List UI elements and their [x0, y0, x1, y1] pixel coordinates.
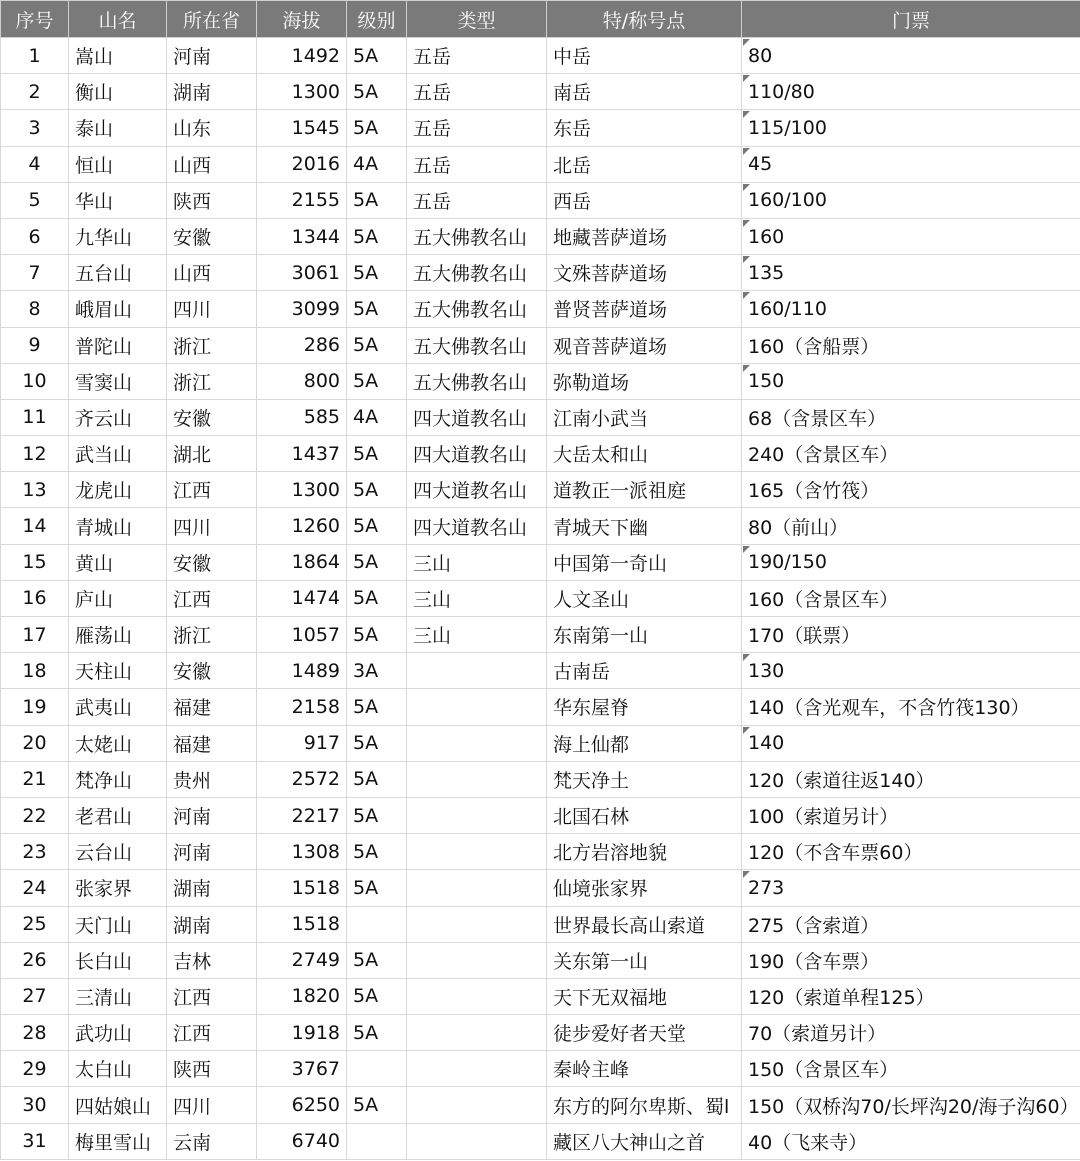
cell-ticket[interactable]: 120（不含车票60）	[742, 834, 1080, 870]
cell-level[interactable]	[347, 1051, 407, 1087]
cell-province[interactable]: 安徽	[167, 544, 257, 580]
cell-altitude[interactable]: 1492	[257, 38, 347, 74]
cell-ticket[interactable]: 130	[742, 653, 1080, 689]
table-row	[1, 74, 1080, 110]
table-row	[1, 870, 1080, 906]
cell-feature[interactable]: 华东屋脊	[547, 689, 742, 725]
cell-feature[interactable]: 中国第一奇山	[547, 544, 742, 580]
cell-feature[interactable]: 弥勒道场	[547, 363, 742, 399]
cell-no[interactable]: 25	[1, 906, 69, 942]
cell-type[interactable]	[407, 834, 547, 870]
cell-name[interactable]: 四姑娘山	[69, 1087, 167, 1123]
cell-level[interactable]: 5A	[347, 255, 407, 291]
cell-level[interactable]: 5A	[347, 182, 407, 218]
cell-ticket[interactable]: 45	[742, 146, 1080, 182]
cell-name[interactable]: 老君山	[69, 797, 167, 833]
cell-level[interactable]: 5A	[347, 508, 407, 544]
cell-altitude[interactable]: 1260	[257, 508, 347, 544]
cell-altitude[interactable]: 6740	[257, 1123, 347, 1159]
cell-no[interactable]: 29	[1, 1051, 69, 1087]
cell-name[interactable]: 普陀山	[69, 327, 167, 363]
cell-level[interactable]: 5A	[347, 110, 407, 146]
cell-no[interactable]: 28	[1, 1015, 69, 1051]
cell-no[interactable]: 24	[1, 870, 69, 906]
cell-province[interactable]: 陕西	[167, 1051, 257, 1087]
cell-type[interactable]	[407, 1051, 547, 1087]
cell-province[interactable]: 安徽	[167, 218, 257, 254]
cell-ticket[interactable]: 110/80	[742, 74, 1080, 110]
cell-level[interactable]: 5A	[347, 327, 407, 363]
cell-feature[interactable]: 徒步爱好者天堂	[547, 1015, 742, 1051]
cell-no[interactable]: 20	[1, 725, 69, 761]
cell-ticket[interactable]: 40（飞来寺）	[742, 1123, 1080, 1159]
cell-type[interactable]: 五大佛教名山	[407, 327, 547, 363]
cell-province[interactable]: 河南	[167, 38, 257, 74]
cell-ticket[interactable]: 70（索道另计）	[742, 1015, 1080, 1051]
cell-feature[interactable]: 关东第一山	[547, 942, 742, 978]
cell-type[interactable]: 三山	[407, 617, 547, 653]
cell-level[interactable]: 5A	[347, 725, 407, 761]
cell-name[interactable]: 武功山	[69, 1015, 167, 1051]
cell-no[interactable]: 30	[1, 1087, 69, 1123]
cell-altitude[interactable]: 2016	[257, 146, 347, 182]
cell-altitude[interactable]: 1344	[257, 218, 347, 254]
cell-province[interactable]: 福建	[167, 689, 257, 725]
cell-no[interactable]: 4	[1, 146, 69, 182]
cell-name[interactable]: 梵净山	[69, 761, 167, 797]
cell-type[interactable]: 三山	[407, 580, 547, 616]
cell-no[interactable]: 15	[1, 544, 69, 580]
table-row	[1, 834, 1080, 870]
cell-feature[interactable]: 北方岩溶地貌	[547, 834, 742, 870]
cell-level[interactable]: 5A	[347, 1087, 407, 1123]
cell-no[interactable]: 5	[1, 182, 69, 218]
header-no[interactable]: 序号	[1, 1, 69, 38]
table-row	[1, 761, 1080, 797]
table-row	[1, 291, 1080, 327]
cell-ticket[interactable]: 140（含光观车，不含竹筏130）	[742, 689, 1080, 725]
cell-type[interactable]	[407, 653, 547, 689]
cell-name[interactable]: 恒山	[69, 146, 167, 182]
cell-type[interactable]	[407, 797, 547, 833]
cell-feature[interactable]: 世界最长高山索道	[547, 906, 742, 942]
cell-level[interactable]: 5A	[347, 942, 407, 978]
cell-feature[interactable]: 东岳	[547, 110, 742, 146]
cell-province[interactable]: 河南	[167, 834, 257, 870]
cell-altitude[interactable]: 585	[257, 399, 347, 435]
cell-no[interactable]: 7	[1, 255, 69, 291]
header-feature[interactable]: 特/称号点	[547, 1, 742, 38]
table-row	[1, 797, 1080, 833]
cell-ticket[interactable]: 160	[742, 218, 1080, 254]
cell-altitude[interactable]: 1474	[257, 580, 347, 616]
table-body	[1, 38, 1080, 1160]
cell-altitude[interactable]: 2158	[257, 689, 347, 725]
cell-name[interactable]: 雪窦山	[69, 363, 167, 399]
cell-altitude[interactable]: 2749	[257, 942, 347, 978]
table-row	[1, 1087, 1080, 1123]
table-row	[1, 725, 1080, 761]
cell-name[interactable]: 三清山	[69, 978, 167, 1014]
cell-level[interactable]: 3A	[347, 653, 407, 689]
cell-province[interactable]: 湖南	[167, 906, 257, 942]
cell-name[interactable]: 武夷山	[69, 689, 167, 725]
cell-province[interactable]: 山西	[167, 255, 257, 291]
cell-ticket[interactable]: 150（双桥沟70/长坪沟20/海子沟60）	[742, 1087, 1080, 1123]
cell-level[interactable]: 5A	[347, 544, 407, 580]
cell-name[interactable]: 龙虎山	[69, 472, 167, 508]
cell-level[interactable]: 5A	[347, 580, 407, 616]
cell-province[interactable]: 贵州	[167, 761, 257, 797]
cell-name[interactable]: 天门山	[69, 906, 167, 942]
table-row	[1, 978, 1080, 1014]
cell-no[interactable]: 16	[1, 580, 69, 616]
cell-no[interactable]: 13	[1, 472, 69, 508]
cell-type[interactable]: 五大佛教名山	[407, 255, 547, 291]
cell-type[interactable]	[407, 1087, 547, 1123]
cell-ticket[interactable]: 190（含车票）	[742, 942, 1080, 978]
table-row	[1, 363, 1080, 399]
cell-no[interactable]: 2	[1, 74, 69, 110]
cell-ticket[interactable]: 140	[742, 725, 1080, 761]
cell-no[interactable]: 23	[1, 834, 69, 870]
table-row	[1, 1015, 1080, 1051]
cell-ticket[interactable]: 160（含船票）	[742, 327, 1080, 363]
cell-altitude[interactable]: 1518	[257, 870, 347, 906]
table-row	[1, 146, 1080, 182]
table-row	[1, 906, 1080, 942]
cell-name[interactable]: 华山	[69, 182, 167, 218]
table-row	[1, 942, 1080, 978]
cell-province[interactable]: 江西	[167, 1015, 257, 1051]
cell-no[interactable]: 26	[1, 942, 69, 978]
cell-altitude[interactable]: 1820	[257, 978, 347, 1014]
cell-province[interactable]: 四川	[167, 1087, 257, 1123]
cell-ticket[interactable]: 120（索道往返140）	[742, 761, 1080, 797]
cell-province[interactable]: 湖南	[167, 74, 257, 110]
cell-altitude[interactable]: 6250	[257, 1087, 347, 1123]
cell-no[interactable]: 19	[1, 689, 69, 725]
cell-feature[interactable]: 藏区八大神山之首	[547, 1123, 742, 1159]
table-row	[1, 689, 1080, 725]
cell-type[interactable]: 四大道教名山	[407, 399, 547, 435]
cell-altitude[interactable]: 1518	[257, 906, 347, 942]
table-row	[1, 436, 1080, 472]
cell-no[interactable]: 31	[1, 1123, 69, 1159]
cell-province[interactable]: 江西	[167, 580, 257, 616]
cell-altitude[interactable]: 1918	[257, 1015, 347, 1051]
cell-name[interactable]: 云台山	[69, 834, 167, 870]
cell-altitude[interactable]: 1864	[257, 544, 347, 580]
cell-no[interactable]: 6	[1, 218, 69, 254]
cell-name[interactable]: 黄山	[69, 544, 167, 580]
table-row	[1, 182, 1080, 218]
table-row	[1, 653, 1080, 689]
cell-altitude[interactable]: 2572	[257, 761, 347, 797]
cell-ticket[interactable]: 150	[742, 363, 1080, 399]
cell-no[interactable]: 21	[1, 761, 69, 797]
cell-feature[interactable]: 秦岭主峰	[547, 1051, 742, 1087]
cell-province[interactable]: 安徽	[167, 653, 257, 689]
cell-feature[interactable]: 普贤菩萨道场	[547, 291, 742, 327]
cell-level[interactable]: 5A	[347, 218, 407, 254]
table-row	[1, 1051, 1080, 1087]
cell-feature[interactable]: 文殊菩萨道场	[547, 255, 742, 291]
table-row	[1, 617, 1080, 653]
cell-ticket[interactable]: 160/110	[742, 291, 1080, 327]
cell-altitude[interactable]: 1300	[257, 74, 347, 110]
cell-level[interactable]: 5A	[347, 436, 407, 472]
cell-name[interactable]: 张家界	[69, 870, 167, 906]
cell-feature[interactable]: 东方的阿尔卑斯、蜀l	[547, 1087, 742, 1123]
cell-no[interactable]: 18	[1, 653, 69, 689]
cell-type[interactable]: 五大佛教名山	[407, 218, 547, 254]
cell-level[interactable]	[347, 1123, 407, 1159]
header-ticket[interactable]: 门票	[742, 1, 1080, 38]
cell-feature[interactable]: 南岳	[547, 74, 742, 110]
cell-province[interactable]: 四川	[167, 291, 257, 327]
cell-ticket[interactable]: 80	[742, 38, 1080, 74]
cell-province[interactable]: 山西	[167, 146, 257, 182]
cell-feature[interactable]: 梵天净土	[547, 761, 742, 797]
cell-name[interactable]: 庐山	[69, 580, 167, 616]
cell-level[interactable]: 4A	[347, 146, 407, 182]
cell-province[interactable]: 浙江	[167, 363, 257, 399]
cell-province[interactable]: 福建	[167, 725, 257, 761]
header-altitude[interactable]: 海拔	[257, 1, 347, 38]
table-header	[1, 1, 1080, 38]
cell-type[interactable]: 五大佛教名山	[407, 363, 547, 399]
cell-altitude[interactable]: 286	[257, 327, 347, 363]
cell-name[interactable]: 峨眉山	[69, 291, 167, 327]
cell-level[interactable]: 5A	[347, 1015, 407, 1051]
cell-province[interactable]: 湖南	[167, 870, 257, 906]
cell-province[interactable]: 安徽	[167, 399, 257, 435]
cell-province[interactable]: 浙江	[167, 327, 257, 363]
cell-no[interactable]: 27	[1, 978, 69, 1014]
cell-name[interactable]: 太姥山	[69, 725, 167, 761]
cell-no[interactable]: 12	[1, 436, 69, 472]
cell-ticket[interactable]: 120（索道单程125）	[742, 978, 1080, 1014]
cell-feature[interactable]: 北国石林	[547, 797, 742, 833]
cell-province[interactable]: 四川	[167, 508, 257, 544]
header-row	[1, 1, 1080, 38]
cell-name[interactable]: 泰山	[69, 110, 167, 146]
cell-ticket[interactable]: 100（索道另计）	[742, 797, 1080, 833]
cell-province[interactable]: 湖北	[167, 436, 257, 472]
cell-province[interactable]: 吉林	[167, 942, 257, 978]
cell-no[interactable]: 11	[1, 399, 69, 435]
cell-type[interactable]	[407, 761, 547, 797]
cell-name[interactable]: 梅里雪山	[69, 1123, 167, 1159]
cell-altitude[interactable]: 3061	[257, 255, 347, 291]
cell-name[interactable]: 武当山	[69, 436, 167, 472]
cell-type[interactable]: 四大道教名山	[407, 472, 547, 508]
cell-level[interactable]: 5A	[347, 38, 407, 74]
cell-feature[interactable]: 东南第一山	[547, 617, 742, 653]
cell-type[interactable]: 四大道教名山	[407, 508, 547, 544]
cell-feature[interactable]: 大岳太和山	[547, 436, 742, 472]
table-row	[1, 508, 1080, 544]
cell-no[interactable]: 17	[1, 617, 69, 653]
table-row	[1, 399, 1080, 435]
cell-ticket[interactable]: 275（含索道）	[742, 906, 1080, 942]
cell-ticket[interactable]: 165（含竹筏）	[742, 472, 1080, 508]
cell-level[interactable]	[347, 906, 407, 942]
cell-ticket[interactable]: 68（含景区车）	[742, 399, 1080, 435]
table-row	[1, 580, 1080, 616]
cell-feature[interactable]: 天下无双福地	[547, 978, 742, 1014]
cell-name[interactable]: 齐云山	[69, 399, 167, 435]
cell-feature[interactable]: 西岳	[547, 182, 742, 218]
cell-altitude[interactable]: 3099	[257, 291, 347, 327]
cell-name[interactable]: 九华山	[69, 218, 167, 254]
cell-level[interactable]: 5A	[347, 291, 407, 327]
table-row	[1, 472, 1080, 508]
cell-province[interactable]: 山东	[167, 110, 257, 146]
cell-name[interactable]: 青城山	[69, 508, 167, 544]
cell-level[interactable]: 5A	[347, 761, 407, 797]
table-row	[1, 255, 1080, 291]
table-row	[1, 38, 1080, 74]
cell-name[interactable]: 嵩山	[69, 38, 167, 74]
cell-type[interactable]: 五岳	[407, 38, 547, 74]
cell-name[interactable]: 长白山	[69, 942, 167, 978]
cell-feature[interactable]: 地藏菩萨道场	[547, 218, 742, 254]
table-row	[1, 544, 1080, 580]
cell-province[interactable]: 陕西	[167, 182, 257, 218]
cell-province[interactable]: 云南	[167, 1123, 257, 1159]
cell-type[interactable]: 四大道教名山	[407, 436, 547, 472]
cell-feature[interactable]: 人文圣山	[547, 580, 742, 616]
cell-altitude[interactable]: 917	[257, 725, 347, 761]
cell-type[interactable]	[407, 906, 547, 942]
cell-type[interactable]: 五岳	[407, 146, 547, 182]
cell-no[interactable]: 10	[1, 363, 69, 399]
cell-level[interactable]: 5A	[347, 978, 407, 1014]
cell-ticket[interactable]: 115/100	[742, 110, 1080, 146]
header-name[interactable]: 山名	[69, 1, 167, 38]
cell-feature[interactable]: 北岳	[547, 146, 742, 182]
header-level[interactable]: 级别	[347, 1, 407, 38]
cell-type[interactable]	[407, 942, 547, 978]
table-row	[1, 110, 1080, 146]
cell-feature[interactable]: 青城天下幽	[547, 508, 742, 544]
cell-no[interactable]: 3	[1, 110, 69, 146]
cell-name[interactable]: 衡山	[69, 74, 167, 110]
cell-altitude[interactable]: 1057	[257, 617, 347, 653]
cell-feature[interactable]: 观音菩萨道场	[547, 327, 742, 363]
table-row	[1, 218, 1080, 254]
cell-name[interactable]: 五台山	[69, 255, 167, 291]
header-province[interactable]: 所在省	[167, 1, 257, 38]
cell-level[interactable]: 5A	[347, 689, 407, 725]
cell-no[interactable]: 14	[1, 508, 69, 544]
cell-altitude[interactable]: 3767	[257, 1051, 347, 1087]
cell-ticket[interactable]: 80（前山）	[742, 508, 1080, 544]
cell-no[interactable]: 9	[1, 327, 69, 363]
cell-level[interactable]: 5A	[347, 363, 407, 399]
cell-altitude[interactable]: 1489	[257, 653, 347, 689]
cell-level[interactable]: 4A	[347, 399, 407, 435]
cell-name[interactable]: 雁荡山	[69, 617, 167, 653]
cell-type[interactable]: 五大佛教名山	[407, 291, 547, 327]
cell-type[interactable]	[407, 689, 547, 725]
cell-no[interactable]: 1	[1, 38, 69, 74]
cell-altitude[interactable]: 2155	[257, 182, 347, 218]
cell-level[interactable]: 5A	[347, 617, 407, 653]
cell-feature[interactable]: 道教正一派祖庭	[547, 472, 742, 508]
cell-level[interactable]: 5A	[347, 472, 407, 508]
cell-feature[interactable]: 中岳	[547, 38, 742, 74]
cell-feature[interactable]: 仙境张家界	[547, 870, 742, 906]
cell-province[interactable]: 河南	[167, 797, 257, 833]
cell-ticket[interactable]: 273	[742, 870, 1080, 906]
cell-ticket[interactable]: 150（含景区车）	[742, 1051, 1080, 1087]
cell-type[interactable]: 五岳	[407, 110, 547, 146]
cell-altitude[interactable]: 1308	[257, 834, 347, 870]
cell-type[interactable]	[407, 725, 547, 761]
cell-ticket[interactable]: 135	[742, 255, 1080, 291]
cell-feature[interactable]: 海上仙都	[547, 725, 742, 761]
header-type[interactable]: 类型	[407, 1, 547, 38]
cell-ticket[interactable]: 240（含景区车）	[742, 436, 1080, 472]
cell-level[interactable]: 5A	[347, 74, 407, 110]
cell-feature[interactable]: 古南岳	[547, 653, 742, 689]
cell-province[interactable]: 江西	[167, 978, 257, 1014]
cell-type[interactable]	[407, 870, 547, 906]
table-row	[1, 327, 1080, 363]
cell-no[interactable]: 22	[1, 797, 69, 833]
cell-ticket[interactable]: 190/150	[742, 544, 1080, 580]
cell-type[interactable]: 五岳	[407, 74, 547, 110]
table-row	[1, 1123, 1080, 1159]
cell-type[interactable]	[407, 1015, 547, 1051]
cell-level[interactable]: 5A	[347, 870, 407, 906]
cell-altitude[interactable]: 1437	[257, 436, 347, 472]
cell-name[interactable]: 天柱山	[69, 653, 167, 689]
cell-type[interactable]: 三山	[407, 544, 547, 580]
cell-altitude[interactable]: 800	[257, 363, 347, 399]
cell-ticket[interactable]: 170（联票）	[742, 617, 1080, 653]
cell-province[interactable]: 浙江	[167, 617, 257, 653]
cell-ticket[interactable]: 160（含景区车）	[742, 580, 1080, 616]
cell-level[interactable]: 5A	[347, 797, 407, 833]
cell-altitude[interactable]: 1300	[257, 472, 347, 508]
cell-type[interactable]: 五岳	[407, 182, 547, 218]
cell-ticket[interactable]: 160/100	[742, 182, 1080, 218]
cell-no[interactable]: 8	[1, 291, 69, 327]
cell-province[interactable]: 江西	[167, 472, 257, 508]
cell-name[interactable]: 太白山	[69, 1051, 167, 1087]
cell-feature[interactable]: 江南小武当	[547, 399, 742, 435]
cell-level[interactable]: 5A	[347, 834, 407, 870]
cell-altitude[interactable]: 2217	[257, 797, 347, 833]
cell-altitude[interactable]: 1545	[257, 110, 347, 146]
cell-type[interactable]	[407, 978, 547, 1014]
cell-type[interactable]	[407, 1123, 547, 1159]
